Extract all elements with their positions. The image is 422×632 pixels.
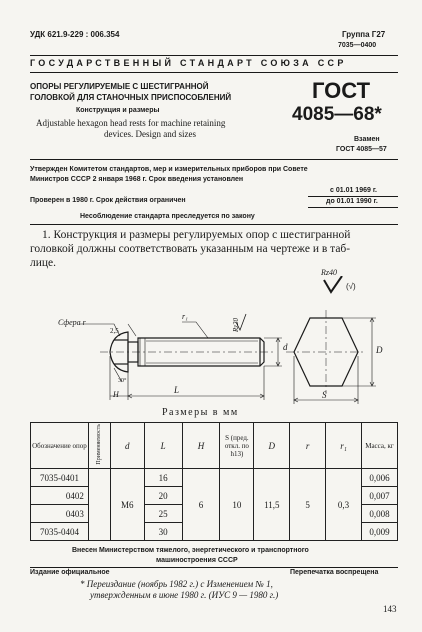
paragraph-line3: лице.: [30, 257, 57, 269]
gost-number: 4085—68*: [292, 104, 382, 125]
header-r1: r₁: [326, 423, 362, 469]
udk-code: УДК 621.9-229 : 006.354: [30, 30, 120, 39]
s-label: S: [322, 390, 327, 400]
header-d-outer: D: [254, 423, 290, 469]
introduced-line1: Внесен Министерством тяжелого, энергетического и транспортного: [72, 547, 309, 554]
official-edition: Издание официальное: [30, 569, 110, 576]
table-row: [31, 469, 398, 487]
paragraph-line2: головкой должны соответствовать указанным на чертеже и в таб-: [30, 243, 351, 255]
cell-s: 10: [220, 469, 254, 541]
roughness-value: Rz40: [321, 268, 337, 277]
divider: [308, 207, 398, 208]
cell-r: 5: [290, 469, 326, 541]
cell-mass: 0,007: [361, 487, 397, 505]
title-en-line1: Adjustable hexagon head rests for machine retaining: [36, 118, 226, 128]
divider: [30, 567, 398, 568]
title-ru-line2: ГОЛОВКОЙ ДЛЯ СТАНОЧНЫХ ПРИСПОСОБЛЕНИЙ: [30, 93, 232, 102]
product-code: 7035—0400: [338, 42, 377, 49]
header-mass: Масса, кг: [361, 423, 397, 469]
divider: [30, 55, 398, 56]
chamfer-label: 2,5: [110, 327, 119, 335]
header-designation: Обозначение опор: [31, 423, 89, 469]
date-to: до 01.01 1990 г.: [326, 198, 378, 205]
cell-l: 16: [144, 469, 182, 487]
group-code: Группа Г27: [342, 30, 386, 39]
cell-d: M6: [110, 469, 144, 541]
header-application: Применяемость: [88, 423, 110, 469]
header-h: H: [182, 423, 220, 469]
sphere-label: Сфера r: [58, 318, 86, 327]
rz-label: Rz20: [232, 318, 240, 332]
header-l: L: [144, 423, 182, 469]
cell-designation: 0403: [31, 505, 89, 523]
cell-designation: 7035-0401: [31, 469, 89, 487]
date-from: с 01.01 1969 г.: [330, 187, 377, 194]
gost-label: ГОСТ: [312, 78, 371, 103]
introduced-line2: машиностроения СССР: [156, 557, 238, 564]
d-outer-label: D: [376, 345, 383, 355]
cell-l: 20: [144, 487, 182, 505]
cell-l: 25: [144, 505, 182, 523]
h-label: H: [113, 390, 119, 399]
header-r: r: [290, 423, 326, 469]
cell-l: 30: [144, 523, 182, 541]
d-label: d: [283, 342, 288, 352]
cell-mass: 0,006: [361, 469, 397, 487]
title-ru-line1: ОПОРЫ РЕГУЛИРУЕМЫЕ С ШЕСТИГРАННОЙ: [30, 82, 209, 91]
standard-banner: ГОСУДАРСТВЕННЫЙ СТАНДАРТ СОЮЗА ССР: [30, 58, 347, 68]
law-warning: Несоблюдение стандарта преследуется по закону: [80, 213, 255, 220]
checked-line: Проверен в 1980 г. Срок действия ограничен: [30, 197, 186, 204]
angle-label: 30°: [118, 378, 127, 384]
divider: [30, 72, 398, 73]
roughness-mark: (√): [346, 282, 356, 291]
reissue-note-line2: утвержденным в июне 1980 г. (ИУС 9 — 1980 г.): [90, 590, 279, 600]
replaces-label: Взамен: [354, 136, 380, 143]
divider: [30, 224, 398, 225]
cell-d-outer: 11,5: [254, 469, 290, 541]
approval-line1: Утвержден Комитетом стандартов, мер и измерительных приборов при Совете: [30, 166, 308, 173]
cell-application: [88, 469, 110, 541]
cell-h: 6: [182, 469, 220, 541]
cell-designation: 7035-0404: [31, 523, 89, 541]
header-s: S (пред. откл. по h13): [220, 423, 254, 469]
approval-line2: Министров СССР 2 января 1968 г. Срок введения установлен: [30, 176, 244, 183]
paragraph-line1: 1. Конструкция и размеры регулируемых опор с шестигранной: [42, 229, 351, 241]
reprint-notice: Перепечатка воспрещена: [290, 569, 379, 576]
cell-designation: 0402: [31, 487, 89, 505]
r1-label: r₁: [182, 312, 188, 321]
title-en-line2: devices. Design and sizes: [104, 129, 196, 139]
divider: [30, 159, 398, 160]
page-number: 143: [383, 604, 397, 614]
cell-r1: 0,3: [326, 469, 362, 541]
header-d: d: [110, 423, 144, 469]
drawing-figure: [50, 300, 410, 415]
replaces-value: ГОСТ 4085—57: [336, 146, 387, 153]
sizes-table: [30, 422, 398, 541]
reissue-note-line1: * Переиздание (ноябрь 1982 г.) с Изменением № 1,: [80, 579, 273, 589]
table-caption: Размеры в мм: [162, 407, 239, 418]
cell-mass: 0,009: [361, 523, 397, 541]
title-ru-subtitle: Конструкция и размеры: [76, 107, 160, 114]
divider: [308, 196, 398, 197]
l-label: L: [174, 385, 180, 395]
cell-mass: 0,008: [361, 505, 397, 523]
